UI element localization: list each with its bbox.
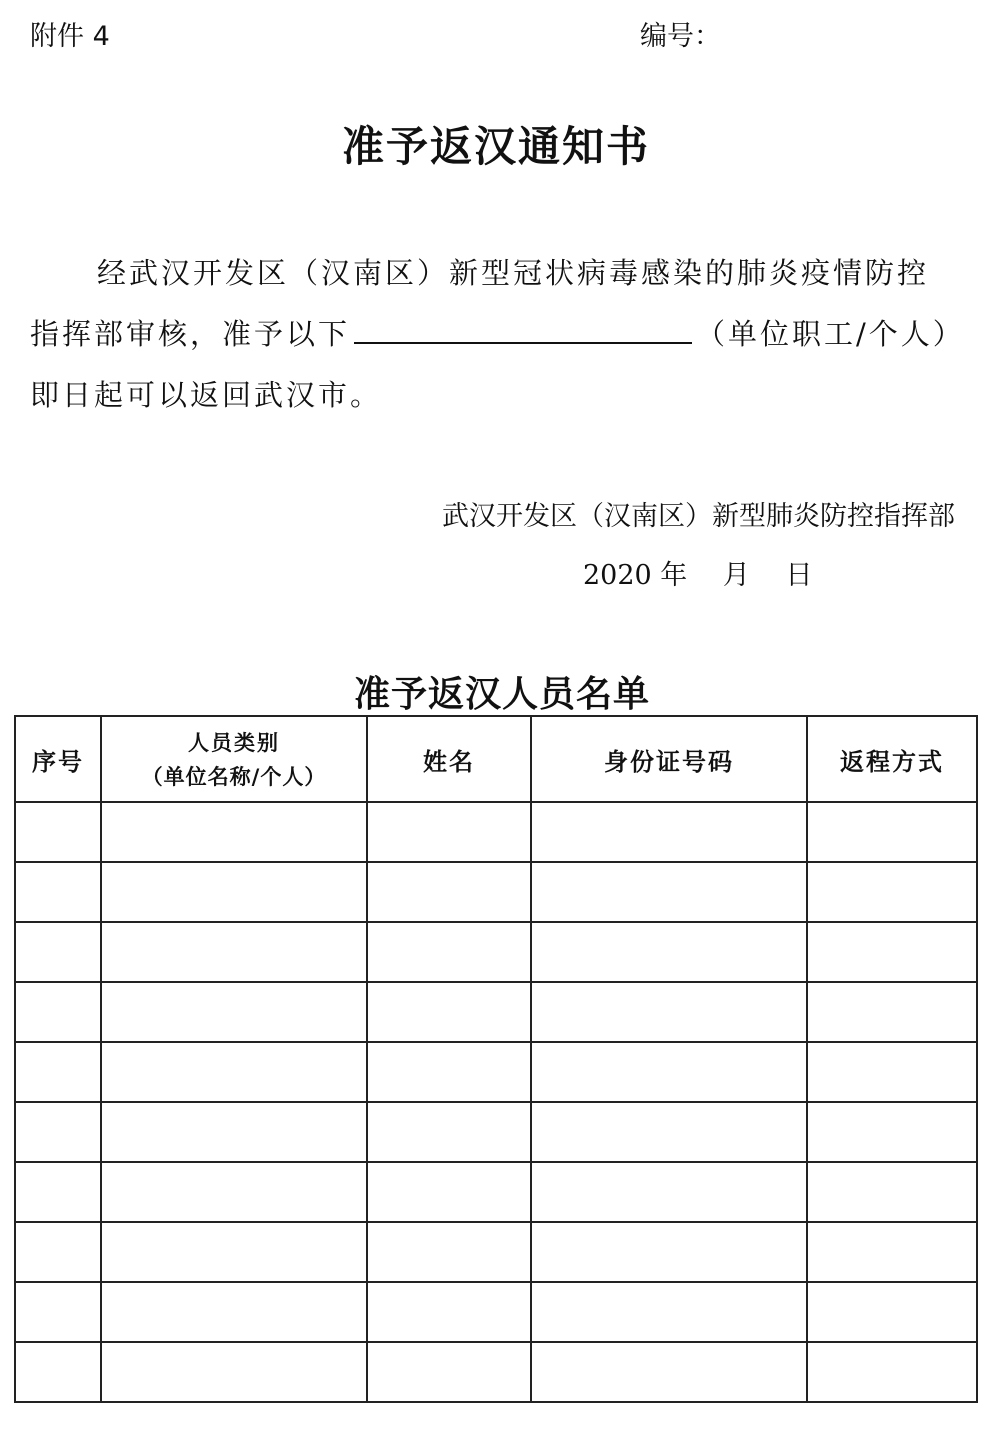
category-cell[interactable] (101, 1222, 367, 1282)
column-header-id-number: 身份证号码 (531, 716, 807, 802)
name-cell[interactable] (367, 1042, 531, 1102)
seq-cell[interactable] (15, 1222, 101, 1282)
category-cell[interactable] (101, 1102, 367, 1162)
return-method-cell[interactable] (807, 1102, 977, 1162)
table-row (15, 1342, 977, 1402)
unit-name-blank[interactable] (354, 318, 692, 344)
return-method-cell[interactable] (807, 922, 977, 982)
table-row (15, 1102, 977, 1162)
name-cell[interactable] (367, 982, 531, 1042)
id-number-cell[interactable] (531, 862, 807, 922)
category-cell[interactable] (101, 1042, 367, 1102)
table-row (15, 922, 977, 982)
category-cell[interactable] (101, 982, 367, 1042)
name-cell[interactable] (367, 1222, 531, 1282)
return-method-cell[interactable] (807, 1282, 977, 1342)
roster-table (14, 715, 978, 1403)
document-number-label: 编号： (640, 21, 721, 52)
id-number-cell[interactable] (531, 922, 807, 982)
table-row (15, 802, 977, 862)
seq-cell[interactable] (15, 1042, 101, 1102)
table-row (15, 1042, 977, 1102)
seq-cell[interactable] (15, 802, 101, 862)
return-method-cell[interactable] (807, 1222, 977, 1282)
name-cell[interactable] (367, 922, 531, 982)
name-cell[interactable] (367, 802, 531, 862)
id-number-cell[interactable] (531, 1042, 807, 1102)
category-cell[interactable] (101, 862, 367, 922)
return-method-cell[interactable] (807, 1042, 977, 1102)
table-row (15, 862, 977, 922)
return-method-cell[interactable] (807, 802, 977, 862)
seq-cell[interactable] (15, 922, 101, 982)
return-method-cell[interactable] (807, 1162, 977, 1222)
seq-cell[interactable] (15, 982, 101, 1042)
return-method-cell[interactable] (807, 862, 977, 922)
id-number-cell[interactable] (531, 1102, 807, 1162)
column-header-seq: 序号 (15, 716, 101, 802)
page-title: 准予返汉通知书 (341, 122, 650, 171)
name-cell[interactable] (367, 1102, 531, 1162)
category-cell[interactable] (101, 1162, 367, 1222)
column-header-category-main: 人员类别 (188, 731, 280, 755)
seq-cell[interactable] (15, 862, 101, 922)
seq-cell[interactable] (15, 1342, 101, 1402)
id-number-cell[interactable] (531, 1342, 807, 1402)
roster-title: 准予返汉人员名单 (353, 673, 650, 715)
notice-paragraph-line-3: 即日起可以返回武汉市。 (30, 378, 383, 412)
name-cell[interactable] (367, 862, 531, 922)
seq-cell[interactable] (15, 1282, 101, 1342)
roster-header-row (15, 716, 977, 802)
id-number-cell[interactable] (531, 802, 807, 862)
notice-line-2-prefix: 指挥部审核，准予以下 (30, 317, 351, 351)
column-header-category-sub: （单位名称/个人） (141, 765, 327, 789)
notice-line-2-suffix: （单位职工/个人） (696, 317, 965, 351)
return-method-cell[interactable] (807, 1342, 977, 1402)
table-row (15, 1282, 977, 1342)
seq-cell[interactable] (15, 1102, 101, 1162)
attachment-label: 附件 4 (30, 21, 110, 52)
issuer-signature: 武汉开发区（汉南区）新型肺炎防控指挥部 (442, 501, 955, 532)
return-method-cell[interactable] (807, 982, 977, 1042)
id-number-cell[interactable] (531, 1222, 807, 1282)
name-cell[interactable] (367, 1282, 531, 1342)
table-row (15, 1162, 977, 1222)
category-cell[interactable] (101, 1342, 367, 1402)
column-header-return-method: 返程方式 (807, 716, 977, 802)
issue-date: 2020 年 月 日 (583, 560, 813, 591)
category-cell[interactable] (101, 1282, 367, 1342)
notice-paragraph-line-2 (30, 312, 965, 353)
category-cell[interactable] (101, 922, 367, 982)
table-row (15, 1222, 977, 1282)
id-number-cell[interactable] (531, 982, 807, 1042)
column-header-category (101, 716, 367, 802)
id-number-cell[interactable] (531, 1162, 807, 1222)
table-row (15, 982, 977, 1042)
id-number-cell[interactable] (531, 1282, 807, 1342)
notice-paragraph-line-1: 经武汉开发区（汉南区）新型冠状病毒感染的肺炎疫情防控 (97, 256, 930, 290)
column-header-name: 姓名 (367, 716, 531, 802)
seq-cell[interactable] (15, 1162, 101, 1222)
name-cell[interactable] (367, 1162, 531, 1222)
name-cell[interactable] (367, 1342, 531, 1402)
category-cell[interactable] (101, 802, 367, 862)
